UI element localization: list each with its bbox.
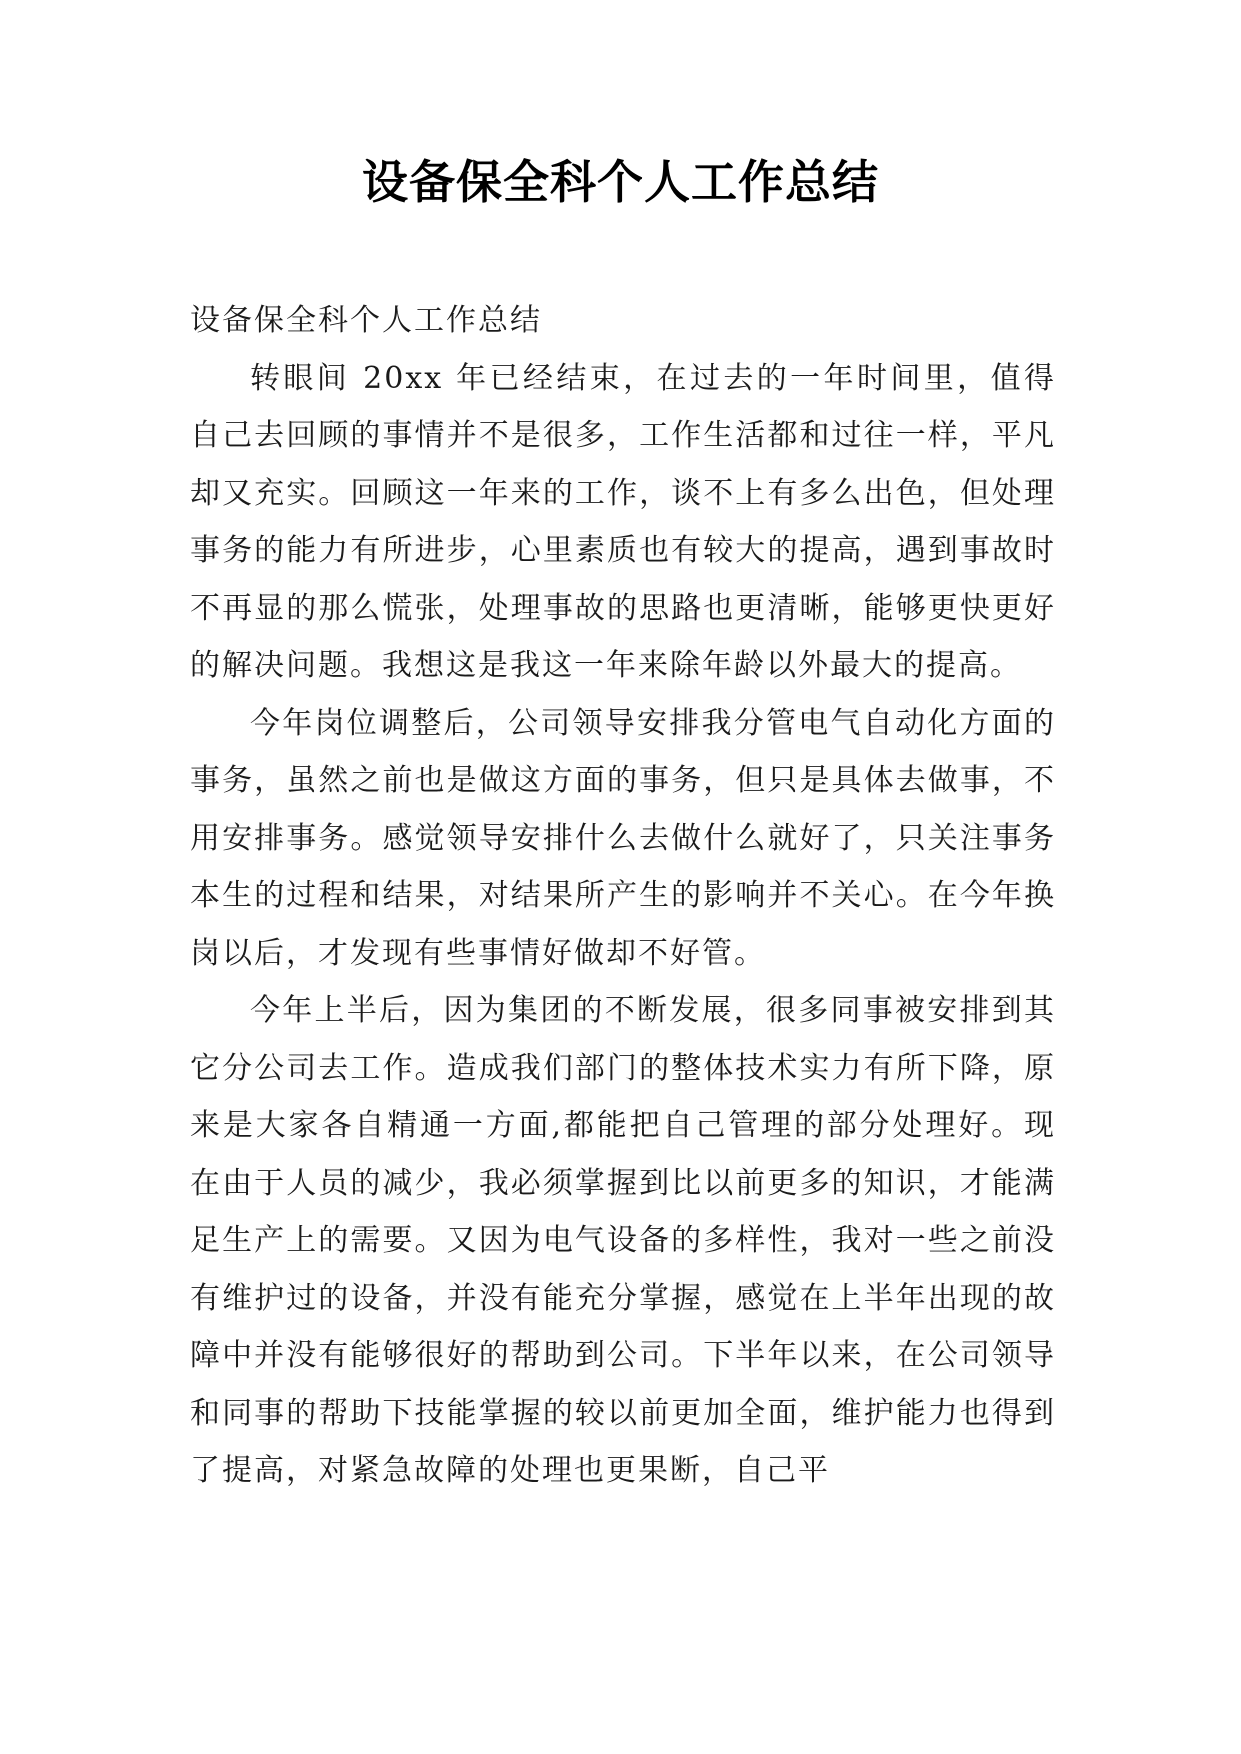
paragraph-3: 今年上半后，因为集团的不断发展，很多同事被安排到其它分公司去工作。造成我们部门的整体技术实力有所下降，原来是大家各自精通一方面,都能把自己管理的部分处理好。现在由于人员的减少，我必须掌握到比以前更多的知识，才能满足生产上的需要。又因为电气设备的多样性，我对一些之前没有维护过的设备，并没有能充分掌握，感觉在上半年出现的故障中并没有能够很好的帮助到公司。下半年以来，在公司领导和同事的帮助下技能掌握的较以前更加全面，维护能力也得到了提高，对紧急故障的处理也更果断，自己平 — [190, 993, 1056, 1488]
paragraph-2: 今年岗位调整后，公司领导安排我分管电气自动化方面的事务，虽然之前也是做这方面的事务，但只是具体去做事，不用安排事务。感觉领导安排什么去做什么就好了，只关注事务本生的过程和结果，对结果所产生的影响并不关心。在今年换岗以后，才发现有些事情好做却不好管。 — [190, 705, 1056, 971]
paragraph-1: 转眼间 20xx 年已经结束，在过去的一年时间里，值得自己去回顾的事情并不是很多，工作生活都和过往一样，平凡却又充实。回顾这一年来的工作，谈不上有多么出色，但处理事务的能力有所进步，心里素质也有较大的提高，遇到事故时不再显的那么慌张，处理事故的思路也更清晰，能够更快更好的解决问题。我想这是我这一年来除年龄以外最大的提高。 — [190, 360, 1056, 683]
document-body — [190, 292, 1056, 1500]
document-title: 设备保全科个人工作总结 — [362, 155, 879, 209]
document-subtitle: 设备保全科个人工作总结 — [190, 303, 542, 338]
